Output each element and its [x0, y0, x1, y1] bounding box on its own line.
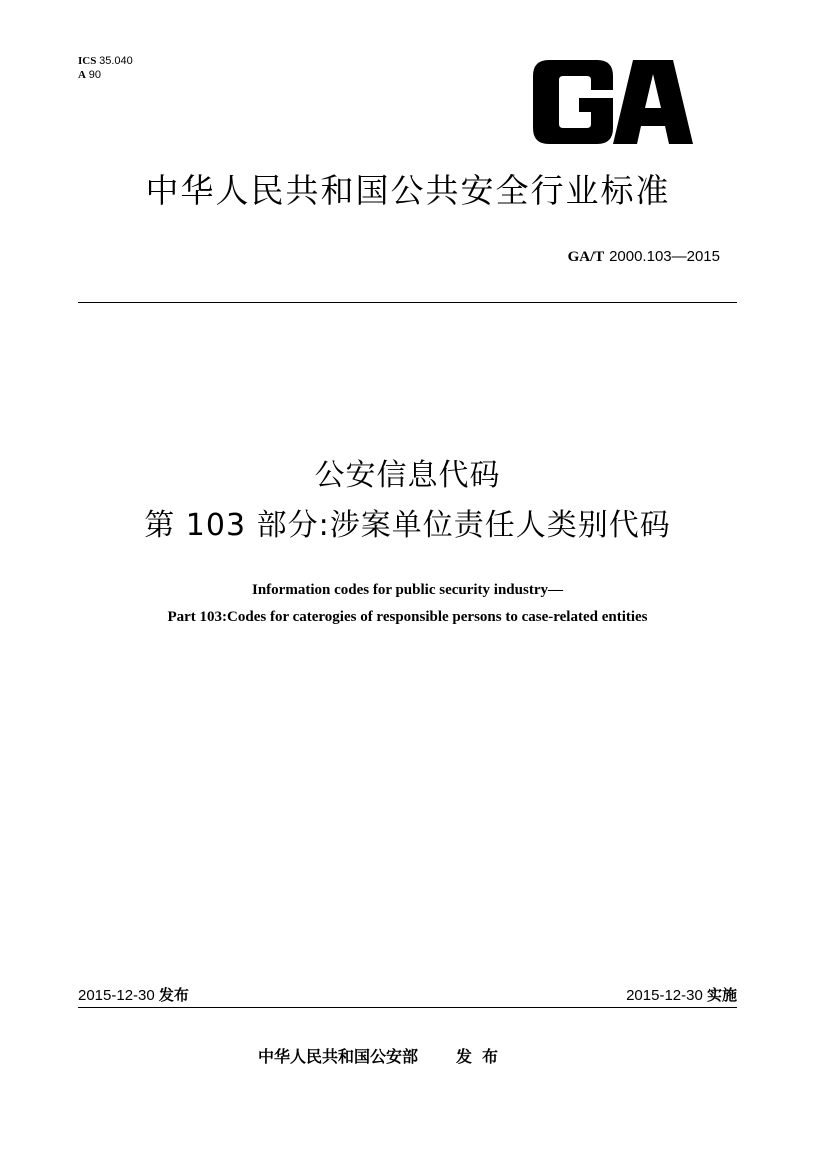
ga-logo — [533, 60, 693, 144]
ics-label: ICS — [78, 55, 97, 67]
ga-logo-letter-a — [613, 60, 693, 144]
doc-title-cn-line1: 公安信息代码 — [314, 458, 501, 493]
implementation-date — [626, 985, 737, 1006]
class-value: 90 — [88, 69, 101, 81]
industry-standard-title: 中华人民共和国公共安全行业标准 — [145, 171, 671, 210]
issue-date-label: 发布 — [158, 986, 189, 1004]
publisher-action: 发布 — [456, 1047, 509, 1066]
doc-title-en-line2: Part 103:Codes for caterogies of responsible persons to case-related entities — [167, 609, 648, 625]
standard-number — [568, 246, 720, 267]
ics-value: 35.040 — [99, 55, 133, 67]
issue-date — [78, 985, 189, 1006]
class-label: A — [78, 69, 86, 81]
issue-date-value: 2015-12-30 — [78, 987, 155, 1004]
class-line — [78, 68, 133, 82]
top-divider — [78, 302, 737, 303]
doc-title-cn-line2: 第 103 部分:涉案单位责任人类别代码 — [144, 508, 671, 543]
impl-date-label: 实施 — [706, 986, 737, 1004]
publisher-line — [258, 1046, 508, 1068]
standard-number-value: 2000.103—2015 — [609, 248, 720, 265]
bottom-divider — [78, 1007, 737, 1008]
impl-date-value: 2015-12-30 — [626, 987, 703, 1004]
ga-logo-letter-g — [533, 60, 613, 144]
classification-block — [78, 54, 133, 82]
standard-number-prefix: GA/T — [567, 249, 605, 265]
ics-line — [78, 54, 133, 68]
doc-title-en-line1: Information codes for public security industry— — [252, 582, 563, 598]
publisher-name: 中华人民共和国公安部 — [258, 1047, 419, 1066]
